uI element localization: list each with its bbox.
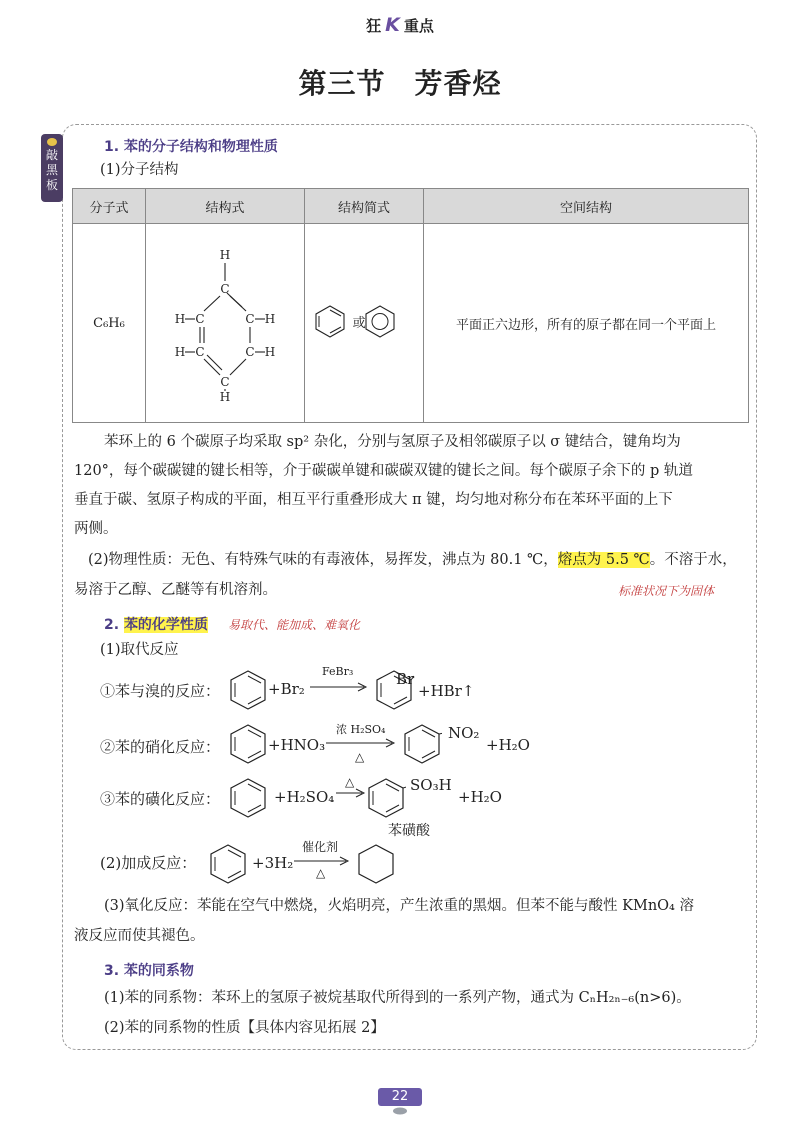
arrow-icon <box>326 738 396 748</box>
structure-table <box>72 188 749 423</box>
kekule-structure-icon <box>150 241 300 401</box>
tab-dot-icon <box>47 138 57 146</box>
r1-cat: FeBr₃ <box>322 665 354 678</box>
sec2-title: 苯的化学性质 <box>123 617 208 633</box>
para-line-2: 120°，每个碳碳键的键长相等，介于碳碳单键和碳碳双键的键长之间。每个碳原子余下的 p 轨道 <box>74 463 693 479</box>
benzene-icon <box>402 722 442 766</box>
svg-text:C: C <box>220 375 230 389</box>
svg-text:H: H <box>219 390 231 401</box>
header-k-logo: K <box>385 14 400 36</box>
phys-highlight: 熔点为 5.5 ℃ <box>557 552 650 568</box>
cyclohexane-icon <box>356 842 396 886</box>
table-header-row <box>73 189 749 224</box>
handwritten-note-2: 易取代、能加成、难氧化 <box>228 618 361 632</box>
svg-text:H: H <box>264 312 276 326</box>
r2-cond: △ <box>355 750 365 764</box>
r4-cat: 催化剂 <box>302 840 339 854</box>
page-number: 22 <box>378 1088 422 1106</box>
side-tab <box>41 134 63 202</box>
header-left: 狂 <box>366 17 382 35</box>
r3-cond: △ <box>345 775 355 789</box>
cell-spatial: 平面正六边形，所有的原子都在同一个平面上 <box>424 224 749 423</box>
th-formula: 分子式 <box>73 189 146 224</box>
ox-line-1: (3)氧化反应：苯能在空气中燃烧，火焰明亮，产生浓重的黑烟。但苯不能与酸性 KMnO₄ 溶 <box>104 898 694 914</box>
r1-plus: +Br₂ <box>268 680 305 698</box>
th-structural: 结构式 <box>146 189 305 224</box>
handwritten-note-1: 标准状况下为固体 <box>618 584 715 598</box>
r2-plus: +HNO₃ <box>268 736 326 754</box>
r2-tail: +H₂O <box>486 736 530 754</box>
benzene-icon <box>208 842 248 886</box>
arrow-icon <box>336 788 366 798</box>
benzene-icon <box>366 776 406 820</box>
cell-structural <box>146 224 305 423</box>
svg-text:C: C <box>195 312 205 326</box>
or-text: 或 <box>352 316 366 331</box>
benzene-icon <box>228 668 268 712</box>
svg-text:H: H <box>174 345 186 359</box>
svg-text:C: C <box>195 345 205 359</box>
sec1-sub1: (1)分子结构 <box>100 162 179 178</box>
sec2-num: 2. <box>104 617 120 633</box>
page-header <box>0 14 800 36</box>
header-right: 重点 <box>403 17 434 35</box>
para-line-1: 苯环上的 6 个碳原子均采取 sp² 杂化，分别与氢原子及相邻碳原子以 σ 键结合，键角均为 <box>104 434 681 450</box>
tab-label: 敲黑板 <box>45 148 58 192</box>
section-title: 第三节 芳香烃 <box>298 67 502 100</box>
cell-simplified <box>305 224 424 423</box>
sec1-paragraph <box>74 428 750 544</box>
para-line-4: 两侧。 <box>74 521 118 537</box>
r2-sub: NO₂ <box>448 724 480 742</box>
phys-line-2: 易溶于乙醇、乙醚等有机溶剂。 <box>74 582 277 598</box>
phys-text-a: (2)物理性质：无色、有特殊气味的有毒液体，易挥发，沸点为 80.1 ℃， <box>88 552 558 568</box>
sec3-heading: 3. 苯的同系物 <box>104 963 194 979</box>
cell-formula: C₆H₆ <box>73 224 146 423</box>
r4-label: (2)加成反应： <box>100 854 197 872</box>
svg-text:H: H <box>219 248 231 262</box>
arrow-icon <box>310 682 368 692</box>
r4-plus: +3H₂ <box>252 854 294 872</box>
th-spatial: 空间结构 <box>424 189 749 224</box>
sec2-heading <box>104 614 208 634</box>
svg-text:H: H <box>264 345 276 359</box>
svg-text:C: C <box>220 282 230 296</box>
ox-line-2: 液反应而使其褪色。 <box>74 928 205 944</box>
para-line-3: 垂直于碳、氢原子构成的平面，相互平行重叠形成大 π 键，均匀地对称分布在苯环平面的上下 <box>74 492 673 508</box>
r2-label: ②苯的硝化反应： <box>100 738 221 756</box>
th-simplified: 结构简式 <box>305 189 424 224</box>
r3-tail: +H₂O <box>458 788 502 806</box>
r3-plus: +H₂SO₄ <box>274 788 335 806</box>
phys-text-b: 。不溶于水， <box>649 552 737 568</box>
sec3-line-2: (2)苯的同系物的性质【具体内容见拓展 2】 <box>104 1020 385 1036</box>
svg-text:C: C <box>245 345 255 359</box>
table-row <box>73 224 749 423</box>
arrow-icon <box>294 856 350 866</box>
sec1-heading: 1. 苯的分子结构和物理性质 <box>104 139 278 155</box>
r1-tail: +HBr↑ <box>418 682 475 700</box>
sec3-line-1: (1)苯的同系物：苯环上的氢原子被烷基取代所得到的一系列产物，通式为 CₙH₂ₙ₋₆(n>6)。 <box>104 990 691 1006</box>
r3-product-name: 苯磺酸 <box>388 823 430 839</box>
r2-cat: 浓 H₂SO₄ <box>336 723 386 736</box>
benzene-icon <box>228 776 268 820</box>
leaf-decor-icon <box>392 1106 408 1116</box>
r1-sub: Br <box>396 670 415 688</box>
r4-cond: △ <box>316 866 326 880</box>
r3-sub: SO₃H <box>410 776 452 794</box>
sec2-sub1: (1)取代反应 <box>100 642 179 658</box>
benzene-icon <box>228 722 268 766</box>
r1-label: ①苯与溴的反应： <box>100 682 221 700</box>
svg-text:H: H <box>174 312 186 326</box>
r3-label: ③苯的磺化反应： <box>100 790 221 808</box>
svg-text:C: C <box>245 312 255 326</box>
phys-line-1 <box>88 546 737 575</box>
